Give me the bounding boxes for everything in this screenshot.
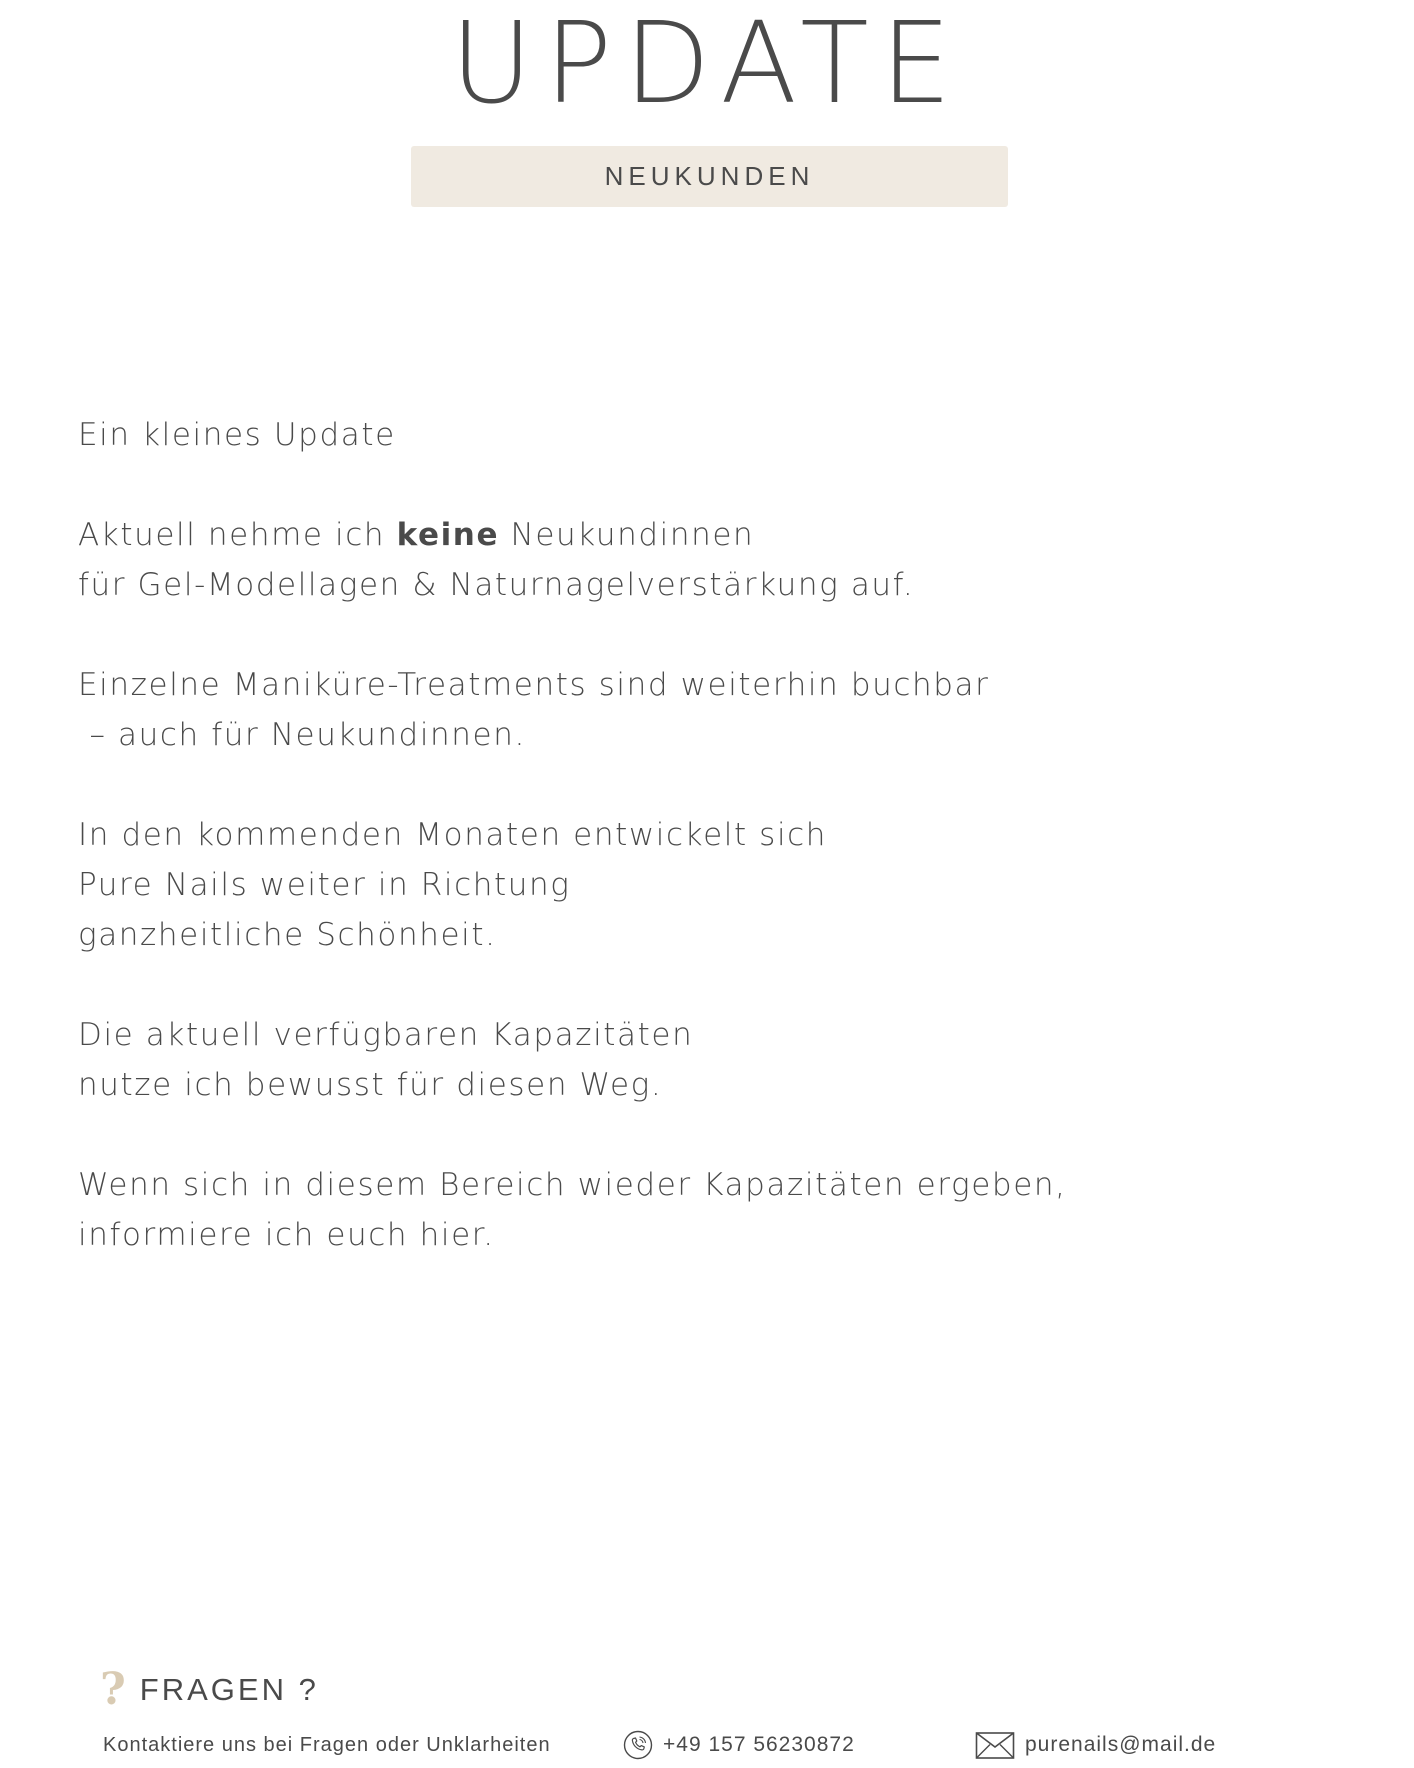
page-title: UPDATE [450, 0, 964, 129]
paragraph-3-line-1: In den kommenden Monaten entwickelt sich [78, 817, 828, 853]
footer-contact-row [0, 1730, 1414, 1766]
phone-number: +49 157 56230872 [663, 1733, 855, 1756]
paragraph-5 [78, 1160, 1278, 1260]
email-address: purenails@mail.de [1025, 1733, 1217, 1756]
footer-heading [100, 1664, 319, 1715]
paragraph-4-line-1: Die aktuell verfügbaren Kapazitäten [78, 1017, 694, 1053]
badge-label: NEUKUNDEN [604, 161, 815, 191]
footer-heading-label: FRAGEN ? [139, 1672, 319, 1707]
paragraph-1-line-1 [78, 510, 1278, 560]
paragraph-3-line-3: ganzheitliche Schönheit. [78, 917, 497, 953]
paragraph-3 [78, 810, 1278, 960]
neukunden-badge [411, 146, 1008, 207]
update-content [78, 410, 1278, 1310]
paragraph-1-line-2: für Gel-Modellagen & Naturnagelverstärkung auf. [78, 567, 915, 603]
paragraph-4 [78, 1010, 1278, 1110]
question-mark-icon: ? [100, 1664, 126, 1715]
paragraph-1 [78, 510, 1278, 610]
p1-before: Aktuell nehme ich [78, 517, 397, 553]
intro-text: Ein kleines Update [78, 417, 396, 453]
intro-paragraph [78, 410, 1278, 460]
paragraph-5-line-1: Wenn sich in diesem Bereich wieder Kapazitäten ergeben, [78, 1167, 1067, 1203]
paragraph-2-line-2: – auch für Neukundinnen. [78, 717, 526, 753]
envelope-icon [975, 1730, 1015, 1760]
p1-after: Neukundinnen [499, 517, 755, 553]
phone-icon [623, 1730, 653, 1760]
email-link[interactable] [975, 1730, 1216, 1760]
phone-link[interactable] [623, 1730, 855, 1760]
footer-contact-text: Kontaktiere uns bei Fragen oder Unklarheiten [103, 1734, 551, 1756]
paragraph-2 [78, 660, 1278, 760]
p1-bold: keine [396, 517, 500, 553]
paragraph-3-line-2: Pure Nails weiter in Richtung [78, 867, 571, 903]
paragraph-4-line-2: nutze ich bewusst für diesen Weg. [78, 1067, 663, 1103]
paragraph-2-line-1: Einzelne Maniküre-Treatments sind weiterhin buchbar [78, 667, 990, 703]
paragraph-5-line-2: informiere ich euch hier. [78, 1217, 495, 1253]
